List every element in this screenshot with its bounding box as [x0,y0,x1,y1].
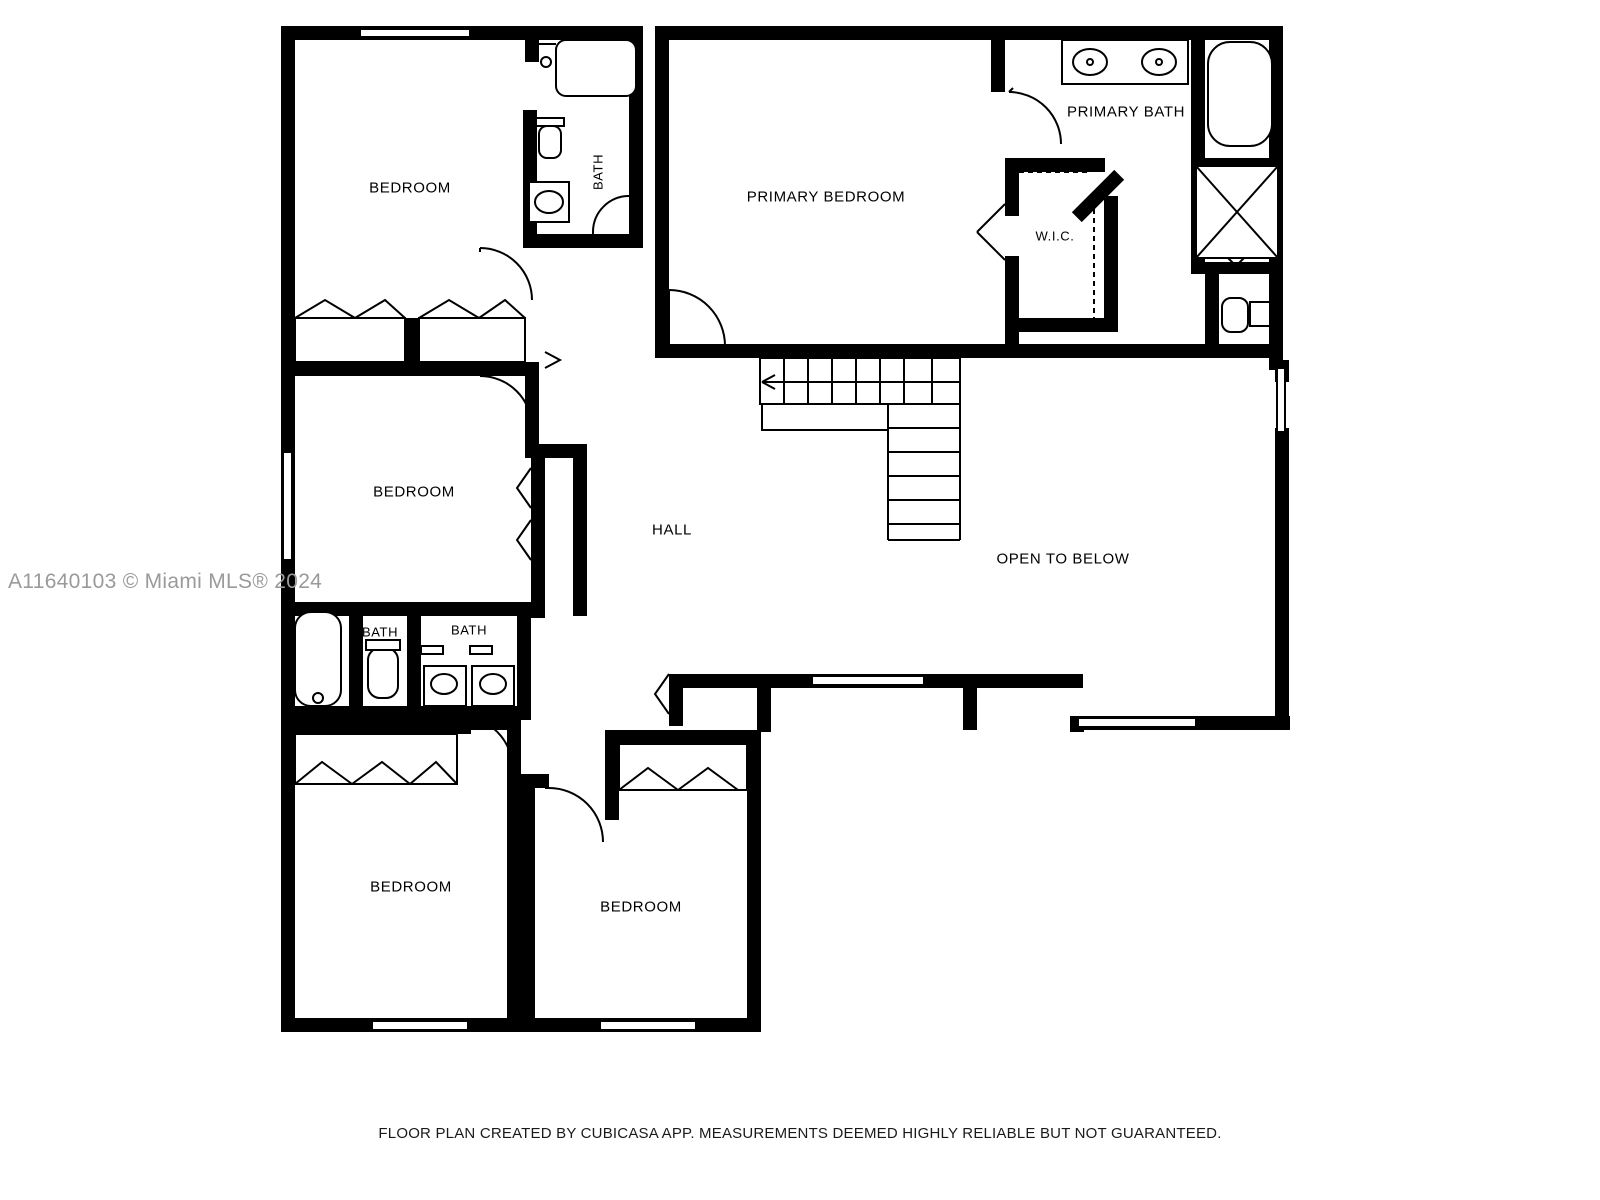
room-label-bedroom-bottom-mid: BEDROOM [600,898,682,916]
room-label-bedroom-mid-left: BEDROOM [373,483,455,501]
room-label-bedroom-bottom-left: BEDROOM [370,878,452,896]
room-label-primary-bedroom: PRIMARY BEDROOM [746,188,906,206]
mls-watermark: A11640103 © Miami MLS® 2024 [8,570,323,593]
room-label-bath-top-left: BATH [590,153,606,191]
room-label-bedroom-top-left: BEDROOM [369,179,451,197]
room-label-hall: HALL [652,521,692,539]
footer-disclaimer: FLOOR PLAN CREATED BY CUBICASA APP. MEASUREMENTS DEEMED HIGHLY RELIABLE BUT NOT GUARANTEED. [378,1125,1222,1142]
room-label-bath-lower-left: BATH [361,624,399,640]
room-label-walk-in-closet: W.I.C. [1035,228,1075,244]
room-label-open-to-below: OPEN TO BELOW [996,550,1130,568]
room-label-bath-lower-mid: BATH [450,622,488,638]
room-label-primary-bath: PRIMARY BATH [1066,103,1186,121]
